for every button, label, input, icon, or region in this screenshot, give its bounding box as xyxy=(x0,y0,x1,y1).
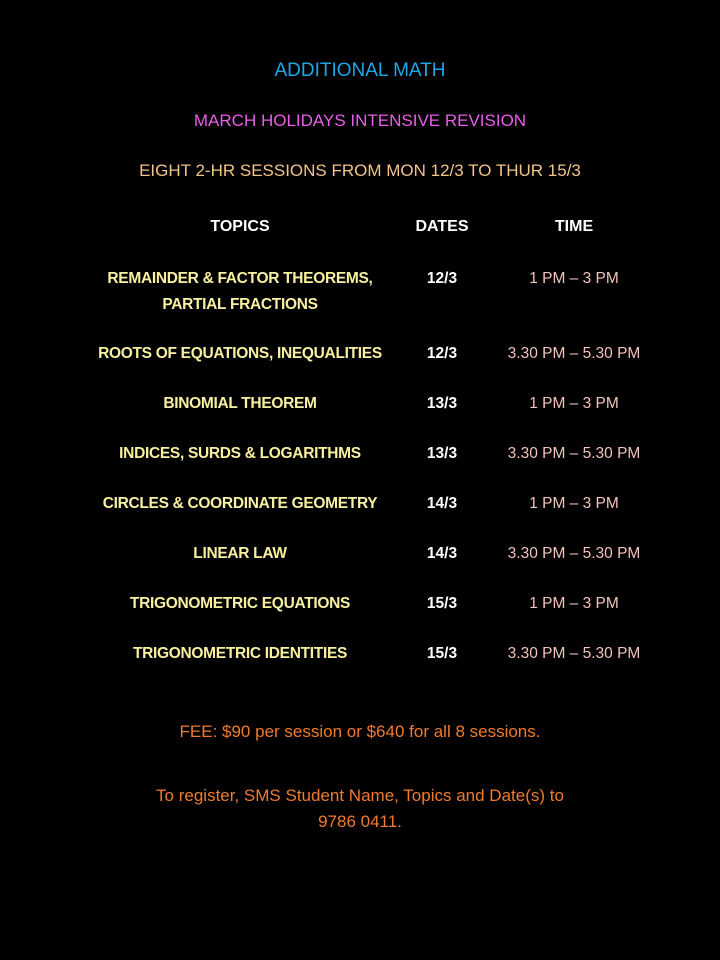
column-header-time: TIME xyxy=(554,218,594,235)
time-cell: 1 PM – 3 PM xyxy=(529,495,619,512)
topic-cell xyxy=(60,266,420,318)
table-row xyxy=(0,491,720,535)
table-row xyxy=(0,541,720,585)
register-line: To register, SMS Student Name, Topics and Date(s) to xyxy=(156,786,564,805)
date-cell: 12/3 xyxy=(426,270,458,287)
topic-cell: CIRCLES & COORDINATE GEOMETRY xyxy=(102,495,378,512)
time-cell: 1 PM – 3 PM xyxy=(529,395,619,412)
time-cell: 3.30 PM – 5.30 PM xyxy=(507,445,641,462)
topic-line: PARTIAL FRACTIONS xyxy=(162,296,318,313)
register-phone: 9786 0411. xyxy=(318,812,402,831)
time-cell: 3.30 PM – 5.30 PM xyxy=(507,645,641,662)
date-cell: 12/3 xyxy=(426,345,458,362)
topic-cell: INDICES, SURDS & LOGARITHMS xyxy=(119,445,361,462)
table-row xyxy=(0,266,720,313)
page-subtitle: MARCH HOLIDAYS INTENSIVE REVISION xyxy=(193,111,527,130)
time-cell: 3.30 PM – 5.30 PM xyxy=(507,345,641,362)
topic-cell: TRIGONOMETRIC EQUATIONS xyxy=(129,595,351,612)
table-row xyxy=(0,391,720,435)
date-cell: 14/3 xyxy=(426,495,458,512)
date-cell: 15/3 xyxy=(426,595,458,612)
topic-cell: BINOMIAL THEOREM xyxy=(163,395,317,412)
column-header-topics: TOPICS xyxy=(210,218,270,235)
date-cell: 13/3 xyxy=(426,395,458,412)
column-header-dates: DATES xyxy=(415,218,469,235)
sessions-summary: EIGHT 2-HR SESSIONS FROM MON 12/3 TO THUR 15/3 xyxy=(139,161,581,180)
topic-line: REMAINDER & FACTOR THEOREMS, xyxy=(107,270,373,287)
topic-cell: LINEAR LAW xyxy=(193,545,287,562)
date-cell: 13/3 xyxy=(426,445,458,462)
date-cell: 15/3 xyxy=(426,645,458,662)
register-instructions xyxy=(0,783,720,835)
time-cell: 3.30 PM – 5.30 PM xyxy=(507,545,641,562)
table-row xyxy=(0,341,720,385)
table-row xyxy=(0,441,720,485)
fee-text: FEE: $90 per session or $640 for all 8 sessions. xyxy=(179,722,541,741)
table-row xyxy=(0,641,720,685)
table-row xyxy=(0,591,720,635)
topic-cell: ROOTS OF EQUATIONS, INEQUALITIES xyxy=(98,345,382,362)
date-cell: 14/3 xyxy=(426,545,458,562)
topic-cell: TRIGONOMETRIC IDENTITIES xyxy=(132,645,348,662)
page-title: ADDITIONAL MATH xyxy=(274,60,446,81)
time-cell: 1 PM – 3 PM xyxy=(529,595,619,612)
time-cell: 1 PM – 3 PM xyxy=(529,270,619,287)
